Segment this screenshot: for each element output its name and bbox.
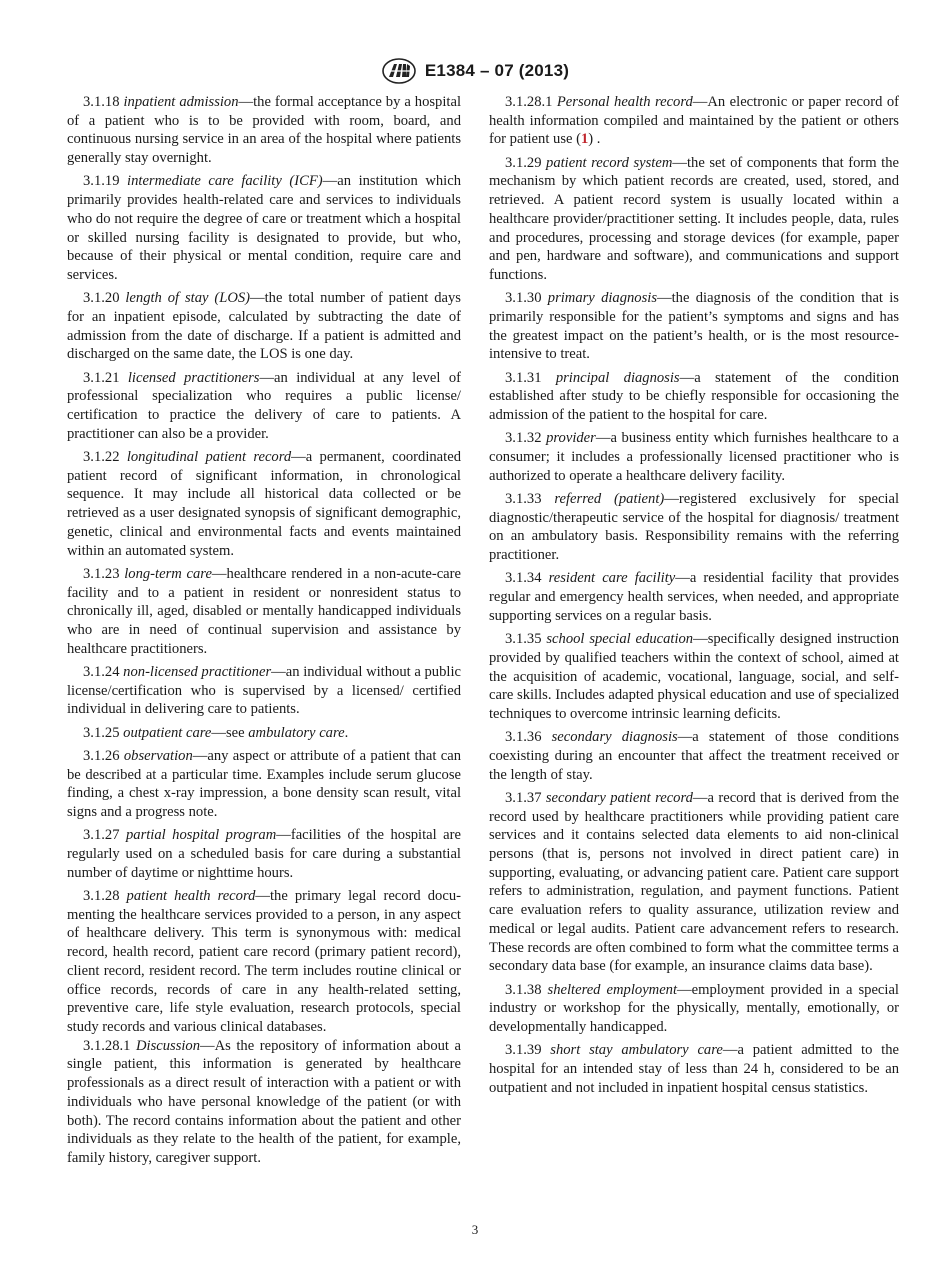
definition-number: 3.1.25 <box>83 724 120 741</box>
definition-term: resident care facility <box>548 570 676 587</box>
right-column <box>489 93 899 1102</box>
definition-text: —As the repository of information about a single patient, this information is generated by healthcare professionals as a direct result of interaction with a patient or with individuals who have personal knowledge of the patient (or with both). The record contains information about the patient and other individuals as they relate to the health of the patient, for example, family history, caregiver support. <box>67 1037 461 1166</box>
definition-text: —see <box>211 724 249 741</box>
definition-paragraph <box>489 154 899 285</box>
definition-number: 3.1.27 <box>83 827 120 844</box>
definition-number: 3.1.22 <box>83 449 120 466</box>
definition-number: 3.1.39 <box>505 1042 542 1059</box>
definition-term: patient record system <box>546 154 673 171</box>
definition-term: long-term care <box>124 565 212 582</box>
definition-paragraph <box>67 663 461 719</box>
page-number: 3 <box>471 1222 479 1237</box>
definition-paragraph <box>67 289 461 364</box>
definition-text: —a residential facility that provides regular and emergency health services, when needed, and appropriate supporting services on a regular basis. <box>489 570 900 624</box>
definition-paragraph <box>67 826 461 882</box>
definition-text: —a statement of the condition established after study to be chiefly responsible for occasioning the admission of the patient to the hospital for care. <box>489 369 900 424</box>
definition-text: —the total number of patient days for an inpatient episode, calculated by subtracting the date of admission from the date of discharge. If a patient is admitted and discharged on the same date, the LOS is one day. <box>67 290 461 363</box>
definition-paragraph <box>489 429 899 485</box>
definition-paragraph <box>67 1037 461 1168</box>
definition-number: 3.1.32 <box>505 430 542 447</box>
astm-logo-icon <box>381 57 417 85</box>
definition-term: outpatient care <box>123 724 212 741</box>
definition-term: secondary patient record <box>545 789 693 806</box>
definition-text: —the diagnosis of the condition that is primarily responsible for the patient’s symptoms and signs and has the greatest impact on the patient’s health, or is the most resource-intensive to treat. <box>489 290 899 363</box>
definition-paragraph <box>67 172 461 284</box>
definition-text: —a statement of those conditions coexisting during an encounter that affect the treatment received or the length of stay. <box>489 729 899 783</box>
definition-number: 3.1.37 <box>505 789 542 806</box>
standard-designation: E1384 – 07 (2013) <box>424 61 570 80</box>
definition-text: —an institution which primarily provides health-related care and services to individuals who do not require the degree of care or treatment which a hospital or skilled nursing facility is designated to provide, but who, because of their physical or mental condition, require care and services. <box>67 173 461 283</box>
definition-number: 3.1.21 <box>83 369 120 386</box>
cross-reference-term: ambulatory care <box>248 724 345 741</box>
definition-paragraph <box>489 728 899 784</box>
definition-paragraph <box>489 1041 899 1097</box>
definition-term: observation <box>123 747 193 764</box>
left-column <box>67 93 461 1172</box>
definition-text: —a patient admitted to the hospital for an intended stay of less than 24 h, considered to be an outpatient and not included in inpatient hospital census statistics. <box>489 1042 900 1096</box>
definition-number: 3.1.33 <box>505 491 542 508</box>
definition-number: 3.1.19 <box>83 173 120 190</box>
definition-text: —the primary legal record documenting the healthcare services provided to a person, in any aspect of healthcare delivery. This term is synonymous with: medical record, health record, patient care record (primary patient record), client record, resident record. The term includes routine clinical or office records, records of care in any health-related setting, preventive care, life style evaluation, research protocols, special study records and various clinical databases. <box>67 888 461 1035</box>
definition-number: 3.1.36 <box>505 729 542 746</box>
definition-number: 3.1.28.1 <box>505 94 553 110</box>
definition-text: —a permanent, coordinated patient record of significant information, in chronological sequence. It may include all historical data collected or be retrieved as a user designated synopsis of significant demographic, genetic, clinical and environmental facts and events maintained within an automated system. <box>67 449 461 559</box>
definition-text: —the formal acceptance by a hospital of a patient who is to be provided with room, board, and continuous nursing service in an area of the hospital where patients generally stay overnight. <box>67 94 461 167</box>
definition-term: Personal health record <box>556 94 693 110</box>
definition-paragraph <box>67 887 461 1037</box>
definition-number: 3.1.26 <box>83 747 120 764</box>
definition-number: 3.1.35 <box>505 631 542 648</box>
definition-number: 3.1.24 <box>83 663 120 680</box>
definition-term: primary diagnosis <box>547 290 658 307</box>
definition-term: sheltered employment <box>547 981 678 998</box>
definition-paragraph <box>489 490 899 565</box>
definition-number: 3.1.38 <box>505 981 542 998</box>
definition-paragraph <box>489 630 899 724</box>
definition-term: non-licensed practitioner <box>123 663 272 680</box>
definition-text: —a record that is derived from the record used by healthcare practitioners while providing patient care services and it contains selected data elements to aid non-clinical persons (that is, persons not involved in direct patient care) in supporting, evaluating, or advancing patient care. Patient care support refers to administration, regulation, and payment functions. Patient care evaluation refers to quality assurance, utilization review and medical or legal audits. Patient care advancement refers to research. These records are often combined to form what the committee terms a secondary data base (for example, an insurance claims data base). <box>489 789 899 975</box>
definition-number: 3.1.29 <box>505 154 542 171</box>
definition-number: 3.1.28.1 <box>83 1037 131 1054</box>
definition-term: intermediate care facility (ICF) <box>127 173 323 190</box>
definition-term: patient health record <box>126 888 256 905</box>
definition-text: —specifically designed instruction provided by qualified teachers within the context of school, aimed at the acquisition of academic, vocational, language, social, and self-care skills. Includes adapted physical education and use of specialized techniques to overcome intrinsic learning deficits. <box>489 631 899 722</box>
definition-term: longitudinal patient record <box>126 449 292 466</box>
definition-number: 3.1.20 <box>83 290 120 307</box>
definition-paragraph <box>67 369 461 444</box>
definition-paragraph <box>489 569 899 625</box>
definition-text: —an individual without a public license/certification who is supervised by a licensed/ certified individual in delivering care to patients. <box>67 663 461 718</box>
definition-text: —an individual at any level of professional specialization who requires a public license/ certification to practice the delivery of care to patients. A practitioner can also be a provider. <box>67 369 461 442</box>
definition-term: length of stay (LOS) <box>125 290 251 307</box>
definition-term: partial hospital program <box>125 827 277 844</box>
definition-number: 3.1.31 <box>505 369 542 386</box>
definition-text: —facilities of the hospital are regularly used on a scheduled basis for care during a substantial number of daytime or nighttime hours. <box>67 827 461 881</box>
definition-paragraph <box>489 981 899 1037</box>
definition-text: —employment provided in a special industry or workshop for the physically, mentally, emotionally, or developmentally handicapped. <box>489 981 899 1035</box>
definition-term: short stay ambulatory care <box>550 1042 723 1059</box>
definition-number: 3.1.23 <box>83 565 120 582</box>
definition-tail: ) . <box>588 131 601 148</box>
definition-paragraph <box>67 93 461 168</box>
definition-term: licensed practitioners <box>127 369 260 386</box>
definition-paragraph <box>489 789 899 976</box>
definition-term: inpatient admission <box>123 94 239 110</box>
definition-text: —registered exclusively for special diagnostic/therapeutic service of the hospital for diagnosis/ treatment on an ambulatory basis. Responsibility remains with the referring practitioner. <box>489 491 900 564</box>
definition-term: provider <box>546 430 596 447</box>
definition-paragraph <box>67 747 461 822</box>
definition-number: 3.1.30 <box>505 290 542 307</box>
definition-text: —any aspect or attribute of a patient that can be described at a particular time. Examples include serum glucose finding, a chest x-ray impression, a bone density scan result, vital signs and a progress note. <box>67 747 461 821</box>
definition-paragraph <box>67 448 461 560</box>
definition-term: principal diagnosis <box>555 369 680 386</box>
definition-term: school special education <box>546 631 694 648</box>
definition-text: —a business entity which furnishes healthcare to a consumer; it includes a professionally licensed practitioner who is authorized to operate a healthcare delivery facility. <box>489 430 899 484</box>
definition-text: —healthcare rendered in a non-acute-care facility and to a patient in resident or nonresident status to chronically ill, aged, disabled or mentally handicapped individuals who are in need of continual supervision and assistance by healthcare practitioners. <box>67 565 461 657</box>
definition-paragraph <box>489 369 899 425</box>
definition-tail: . <box>344 724 349 741</box>
definition-term: Discussion <box>135 1037 201 1054</box>
definition-number: 3.1.18 <box>83 94 120 110</box>
definition-term: secondary diagnosis <box>551 729 678 746</box>
definition-text: —An electronic or paper record of health information compiled and maintained by the patient or others for patient use ( <box>489 94 899 148</box>
definition-number: 3.1.28 <box>83 888 120 905</box>
definition-paragraph <box>489 289 899 364</box>
definition-paragraph <box>489 93 899 149</box>
definition-paragraph <box>67 724 461 743</box>
definition-text: —the set of components that form the mechanism by which patient records are created, used, stored, and retrieved. A patient record system is usually located within a healthcare provider/practitioner setting. It includes people, data, rules and procedures, processing and storage devices (for example, paper and pen, hardware and software), and communications and support functions. <box>489 154 899 283</box>
page-header <box>0 56 950 86</box>
definition-number: 3.1.34 <box>505 570 542 587</box>
reference-link[interactable]: 1 <box>581 131 589 148</box>
definition-term: referred (patient) <box>554 491 665 508</box>
definition-paragraph <box>67 565 461 659</box>
